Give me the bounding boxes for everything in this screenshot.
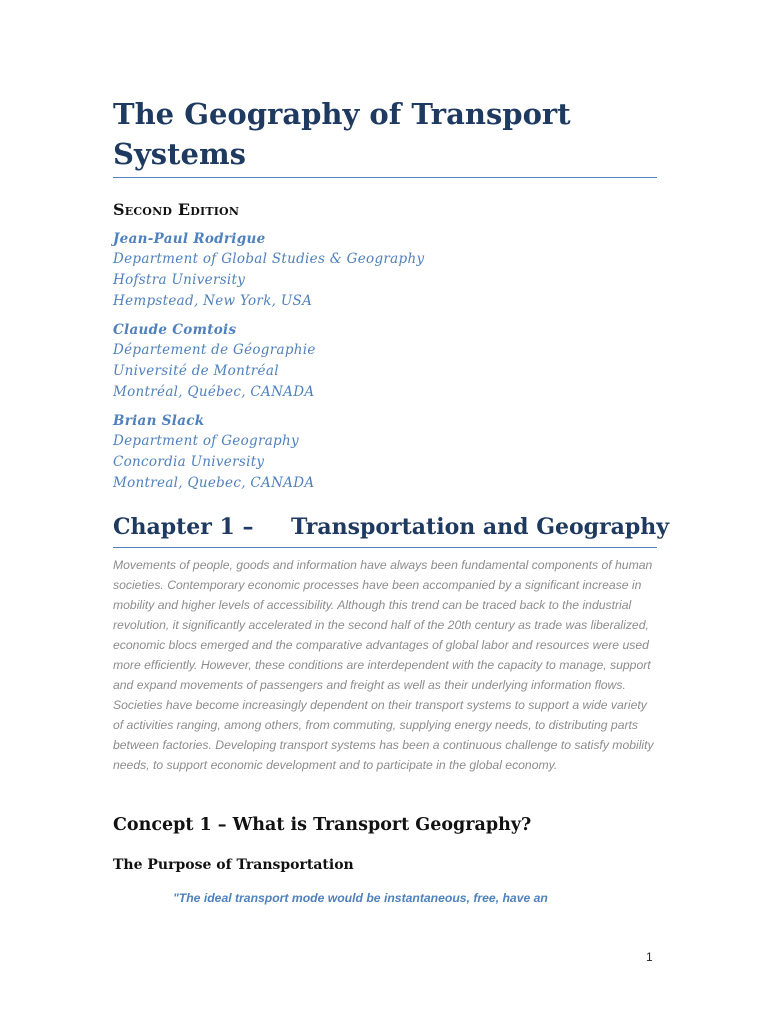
concept-heading: Concept 1 – What is Transport Geography? bbox=[113, 815, 532, 835]
chapter-heading bbox=[113, 510, 673, 544]
chapter-divider bbox=[113, 547, 657, 548]
chapter-number: Chapter 1 – bbox=[113, 514, 254, 540]
section-heading: The Purpose of Transportation bbox=[113, 857, 354, 873]
author-affiliation: Department of Global Studies & Geography bbox=[113, 251, 425, 267]
author-affiliation: Montréal, Québec, CANADA bbox=[113, 384, 315, 400]
author-affiliation: Department of Geography bbox=[113, 433, 299, 449]
author-affiliation: Hofstra University bbox=[113, 272, 246, 288]
author-name: Brian Slack bbox=[113, 413, 205, 429]
page-number: 1 bbox=[646, 950, 653, 964]
author-block bbox=[113, 229, 673, 312]
chapter-title: Transportation and Geography bbox=[291, 514, 670, 540]
quote-text: "The ideal transport mode would be instantaneous, free, have an bbox=[173, 891, 548, 905]
edition-label: Second Edition bbox=[113, 200, 240, 219]
author-block bbox=[113, 320, 673, 403]
author-affiliation: Concordia University bbox=[113, 454, 265, 470]
author-name: Claude Comtois bbox=[113, 322, 237, 338]
author-affiliation: Montreal, Quebec, CANADA bbox=[113, 475, 315, 491]
document-title: The Geography of Transport Systems bbox=[113, 97, 571, 171]
author-affiliation: Département de Géographie bbox=[113, 342, 316, 358]
author-affiliation: Hempstead, New York, USA bbox=[113, 293, 313, 309]
author-affiliation: Université de Montréal bbox=[113, 363, 279, 379]
title-divider bbox=[113, 177, 657, 178]
author-block bbox=[113, 411, 673, 494]
chapter-abstract: Movements of people, goods and information have always been fundamental components of human societies. Contemporary economic processes have been accompanied by a significant increase in mobility and higher levels of accessibility. Although this trend can be traced back to the industrial revolution, it significantly accelerated in the second half of the 20th century as trade was liberalized, economic blocs emerged and the comparative advantages of global labor and resources were used more efficiently. However, these conditions are interdependent with the capacity to manage, support and expand movements of passengers and freight as well as their underlying information flows. Societies have become increasingly dependent on their transport systems to support a wide variety of activities ranging, among others, from commuting, supplying energy needs, to distributing parts between factories. Developing transport systems has been a continuous challenge to satisfy mobility needs, to support economic development and to participate in the global economy. bbox=[113, 558, 654, 772]
author-name: Jean-Paul Rodrigue bbox=[113, 231, 266, 247]
